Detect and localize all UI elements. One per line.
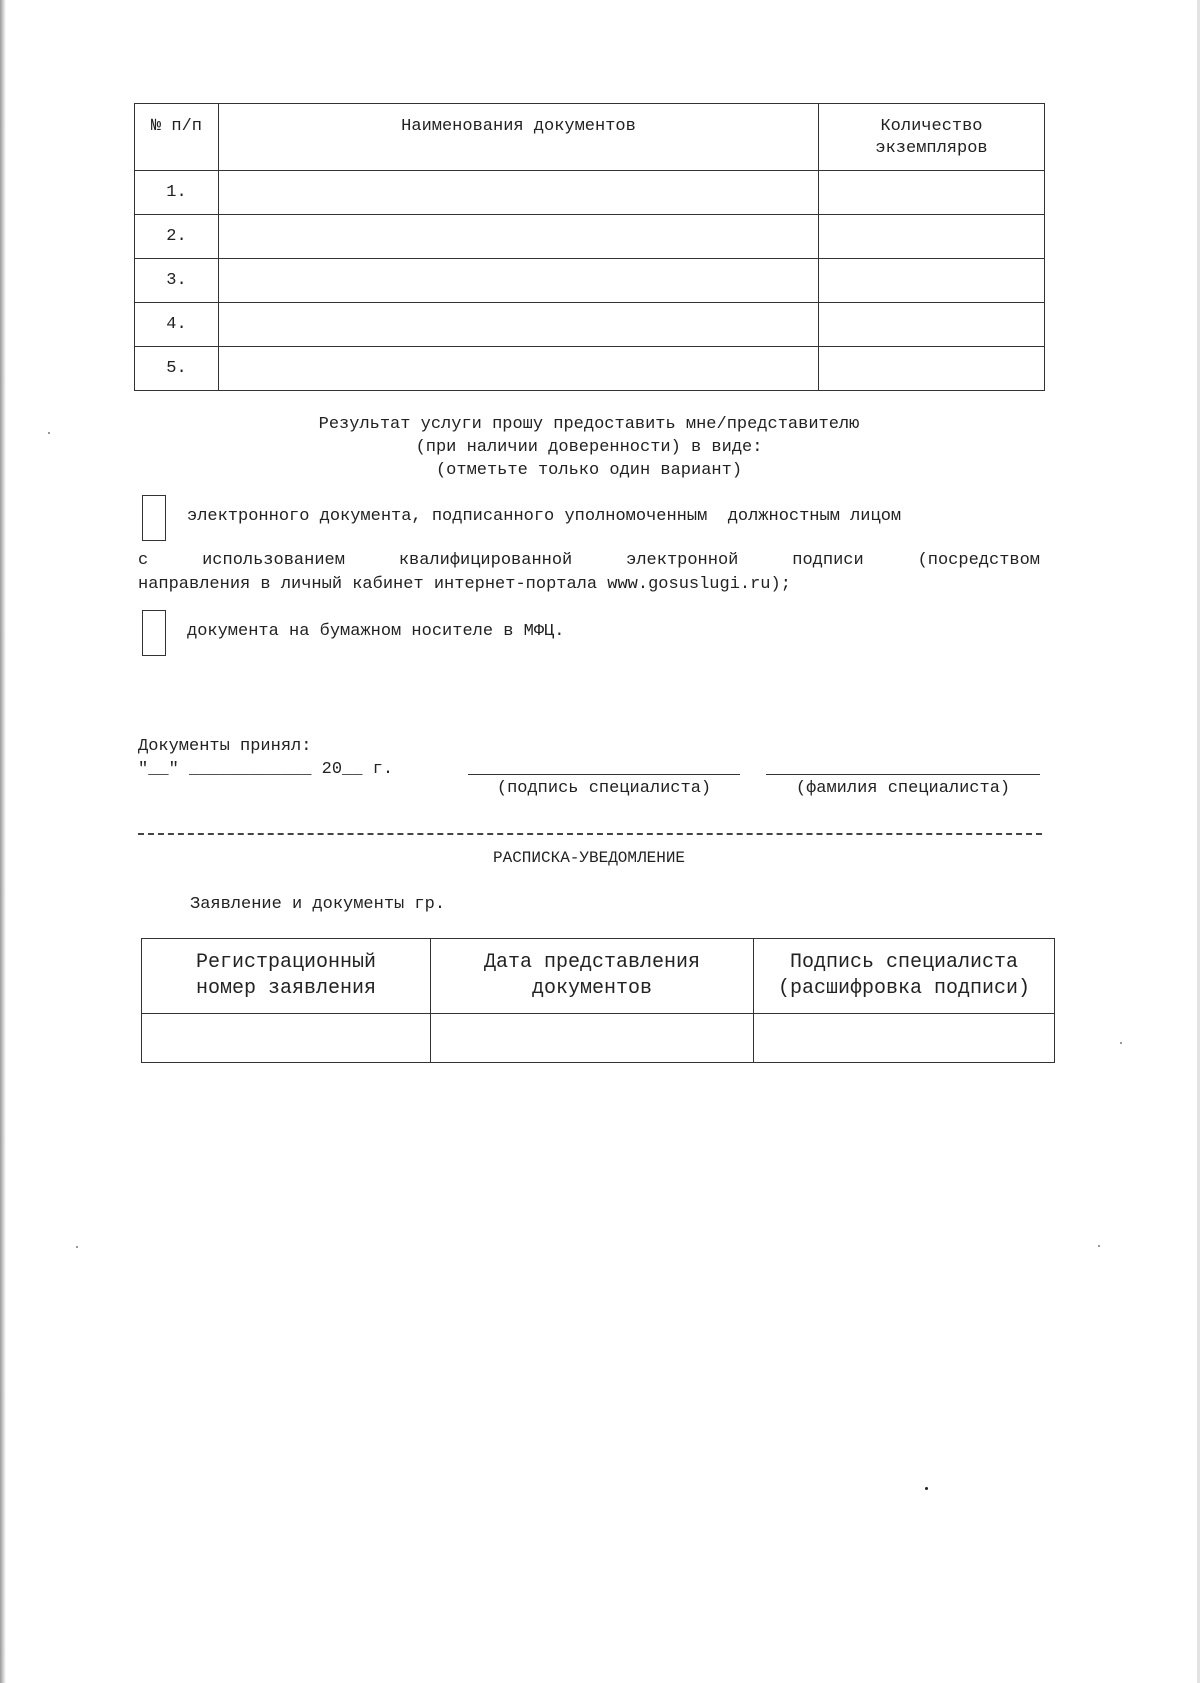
scan-edge-shadow <box>0 0 6 1683</box>
row-document-name[interactable] <box>219 303 819 347</box>
cut-line-divider <box>138 833 1042 835</box>
header-document-name: Наименования документов <box>219 104 819 171</box>
result-request-line3: (отметьте только один вариант) <box>435 461 743 480</box>
header-registration-number-line2: номер заявления <box>195 977 377 1000</box>
signature-caption: (подпись специалиста) <box>496 779 712 798</box>
scan-speck <box>1098 1245 1100 1247</box>
header-submission-date-line1: Дата представления <box>483 951 701 974</box>
row-number: 5. <box>135 347 219 391</box>
specialist-signature-line[interactable] <box>468 774 740 775</box>
result-request-line1: Результат услуги прошу предоставить мне/представителю <box>318 415 860 434</box>
header-quantity <box>819 104 1045 171</box>
paper-document-checkbox[interactable] <box>142 610 166 656</box>
row-number: 3. <box>135 259 219 303</box>
row-quantity[interactable] <box>819 347 1045 391</box>
table-row <box>135 215 1045 259</box>
paper-option-label: документа на бумажном носителе в МФЦ. <box>187 622 565 641</box>
scan-speck <box>76 1246 78 1248</box>
electronic-option-line2: с использованием квалифицированной электронной подписи (посредством <box>138 551 1040 570</box>
scan-speck <box>1120 1042 1122 1044</box>
table-row <box>135 171 1045 215</box>
row-number: 1. <box>135 171 219 215</box>
documents-table-header <box>135 104 1045 171</box>
table-row <box>135 259 1045 303</box>
row-quantity[interactable] <box>819 259 1045 303</box>
receipt-table <box>141 938 1055 1063</box>
header-specialist-signature <box>754 939 1055 1014</box>
registration-number-cell[interactable] <box>142 1014 431 1063</box>
header-submission-date <box>431 939 754 1014</box>
table-row <box>135 303 1045 347</box>
row-number: 4. <box>135 303 219 347</box>
header-specialist-signature-line2: (расшифровка подписи) <box>777 977 1031 1000</box>
row-document-name[interactable] <box>219 259 819 303</box>
row-quantity[interactable] <box>819 303 1045 347</box>
submission-date-cell[interactable] <box>431 1014 754 1063</box>
header-number: № п/п <box>135 104 219 171</box>
header-quantity-line1: Количество <box>880 117 983 136</box>
surname-caption: (фамилия специалиста) <box>795 779 1011 798</box>
specialist-surname-line[interactable] <box>766 774 1040 775</box>
scan-speck <box>925 1487 928 1490</box>
table-row <box>135 347 1045 391</box>
header-registration-number <box>142 939 431 1014</box>
row-document-name[interactable] <box>219 171 819 215</box>
acceptance-title: Документы принял: <box>138 737 312 756</box>
receipt-table-header <box>142 939 1055 1014</box>
receipt-title: РАСПИСКА-УВЕДОМЛЕНИЕ <box>492 849 686 867</box>
electronic-document-checkbox[interactable] <box>142 495 166 541</box>
specialist-signature-cell[interactable] <box>754 1014 1055 1063</box>
header-quantity-line2: экземпляров <box>875 139 988 158</box>
row-document-name[interactable] <box>219 347 819 391</box>
table-row <box>142 1014 1055 1063</box>
receipt-intro: Заявление и документы гр. <box>190 895 446 914</box>
row-number: 2. <box>135 215 219 259</box>
row-quantity[interactable] <box>819 171 1045 215</box>
documents-table <box>134 103 1045 391</box>
electronic-option-line3: направления в личный кабинет интернет-портала www.gosuslugi.ru); <box>138 575 791 594</box>
row-document-name[interactable] <box>219 215 819 259</box>
header-specialist-signature-line1: Подпись специалиста <box>789 951 1019 974</box>
header-submission-date-line2: документов <box>531 977 653 1000</box>
acceptance-date-field[interactable]: "__" ____________ 20__ г. <box>138 760 394 779</box>
row-quantity[interactable] <box>819 215 1045 259</box>
result-request-line2: (при наличии доверенности) в виде: <box>415 438 763 457</box>
scan-speck <box>48 432 50 434</box>
electronic-option-label: электронного документа, подписанного уполномоченным должностным лицом <box>187 507 902 526</box>
header-registration-number-line1: Регистрационный <box>195 951 377 974</box>
